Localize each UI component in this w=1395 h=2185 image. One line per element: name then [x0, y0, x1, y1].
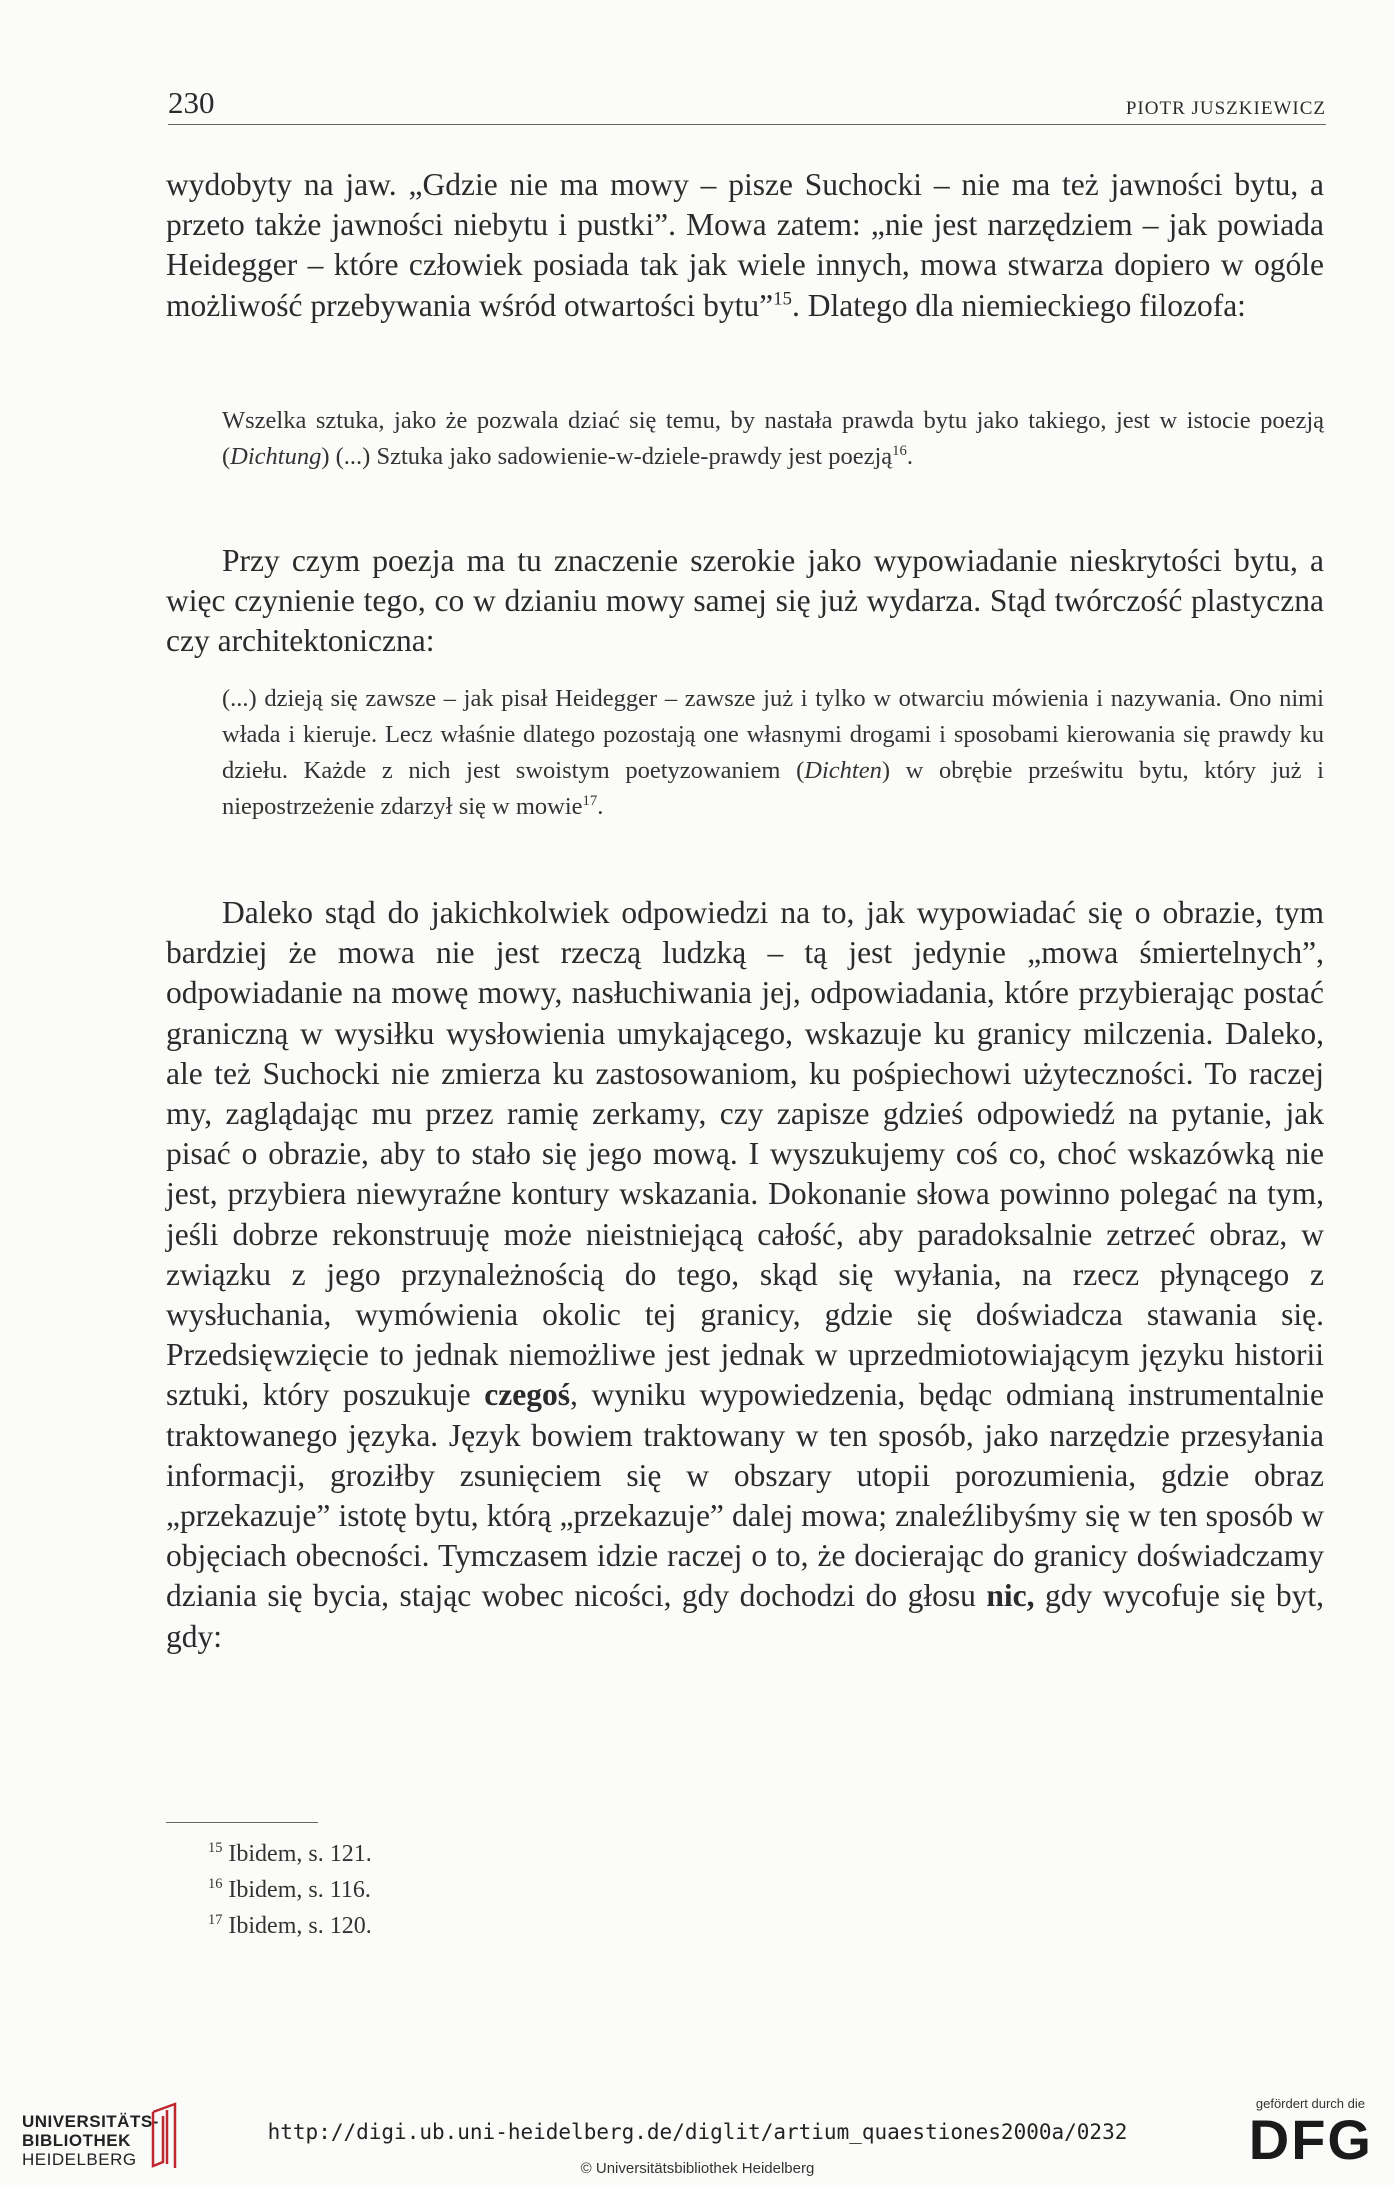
footnote-16: $^{16}$ Ibidem, s. 116.	[208, 1876, 371, 1903]
italic-term: Dichten	[804, 757, 882, 784]
page-number: 230	[168, 85, 215, 120]
running-head: PIOTR JUSZKIEWICZ	[1125, 98, 1326, 119]
footnote-ref-16[interactable]: 16	[892, 442, 907, 459]
block-quote-2: (...) dzieją się zawsze – jak pisał Heidegger – zawsze już i tylko w otwarciu mówienia i nazywania. Ono nimi włada i kieruje. Lecz właśnie dlatego pozostają one własnymi drogami i sposobami kierowania się prawdy ku dziełu. Każde z nich jest swoistym poetyzowaniem (Dichten) w obrębie prześwitu bytu, który już i niepostrzeżenie zdarzył się w mowie$^{17}$.	[222, 685, 1324, 820]
footnotes	[208, 1836, 372, 1944]
footnote-divider	[166, 1822, 318, 1823]
footnote-ref-15[interactable]: 15	[773, 288, 792, 310]
italic-term: Dichtung	[230, 443, 322, 470]
copyright-notice: © Universitätsbibliothek Heidelberg	[580, 2160, 815, 2177]
paragraph-1: wydobyty na jaw. „Gdzie nie ma mowy – pisze Suchocki – nie ma też jawności bytu, a przeto także jawności niebytu i pustki”. Mowa zatem: „nie jest narzędziem – jak powiada Heidegger – które człowiek posiada tak jak wiele innych, mowa stwarza dopiero w ogóle możliwość przebywania wśród otwartości bytu”$^{15}$. Dlatego dla niemieckiego filozofa:	[166, 167, 1324, 323]
bold-word: czegoś	[484, 1377, 570, 1413]
funder-tagline: gefördert durch die	[1255, 2096, 1365, 2111]
block-quote-1: Wszelka sztuka, jako że pozwala dziać się temu, by nastała prawda bytu jako takiego, jest w istocie poezją (Dichtung) (...) Sztuka jako sadowienie-w-dziele-prawdy jest poezją$^{16}$.	[222, 407, 1324, 470]
paragraph-3: Daleko stąd do jakichkolwiek odpowiedzi na to, jak wypowiadać się o obrazie, tym bardziej że mowa nie jest rzeczą ludzką – tą jest jedynie „mowa śmiertelnych”, odpowiadanie na mowę mowy, nasłuchiwania jej, odpowiadania, które przybierając postać graniczną w wysiłku wysłowienia umykającego, wskazuje ku granicy milczenia. Daleko, ale też Suchocki nie zmierza ku zastosowaniom, ku pośpiechowi użyteczności. To raczej my, zaglądając mu przez ramię zerkamy, czy zapisze gdzieś odpowiedź na pytanie, jak pisać o obrazie, aby to stało się jego mową. I wyszukujemy coś co, choć wskazówką nie jest, przybiera niewyraźne kontury wskazania. Dokonanie słowa powinno polegać na tym, jeśli dobrze rekonstruuję może nieistniejącą całość, aby paradoksalnie zetrzeć obraz, w związku z jego przynależnością do tego, skąd się wyłania, na rzecz płynącego z wysłuchania, wymówienia okolic tej granicy, gdzie się doświadcza stawania się. Przedsięwzięcie to jednak niemożliwe jest jednak w uprzedmiotowiającym języku historii sztuki, który poszukuje czegoś, wyniku wypowiedzenia, będąc odmianą instrumentalnie traktowanego języka. Język bowiem traktowany w ten sposób, jako narzędzie przesyłania informacji, groziłby zsunięciem się w obszary utopii porozumienia, gdzie obraz „przekazuje” istotę bytu, którą „przekazuje” dalej mowa; znaleźlibyśmy się w ten sposób w objęciach obecności. Tymczasem idzie raczej o to, że docierając do granicy doświadczamy dziania się bycia, stając wobec nicości, gdy dochodzi do głosu nic, gdy wycofuje się byt, gdy:	[166, 895, 1324, 1654]
digitization-footer	[0, 2090, 1395, 2185]
page-header	[168, 84, 1326, 125]
dfg-logo[interactable]: DFG	[1248, 2108, 1373, 2171]
permalink-url[interactable]: http://digi.ub.uni-heidelberg.de/diglit/artium_quaestiones2000a/0232	[267, 2120, 1128, 2144]
paragraph-2: Przy czym poezja ma tu znaczenie szerokie jako wypowiadanie nieskrytości bytu, a więc czynienie tego, co w dzianiu mowy samej się już wydarza. Stąd twórczość plastyczna czy architektoniczna:	[166, 543, 1324, 659]
library-logo[interactable]: UNIVERSITÄTS- BIBLIOTHEK HEIDELBERG	[22, 2112, 159, 2169]
footnote-17: $^{17}$ Ibidem, s. 120.	[208, 1912, 372, 1939]
footnote-15: $^{15}$ Ibidem, s. 121.	[208, 1840, 372, 1867]
bold-word: nic,	[986, 1578, 1035, 1614]
footnote-ref-17[interactable]: 17	[582, 792, 598, 809]
